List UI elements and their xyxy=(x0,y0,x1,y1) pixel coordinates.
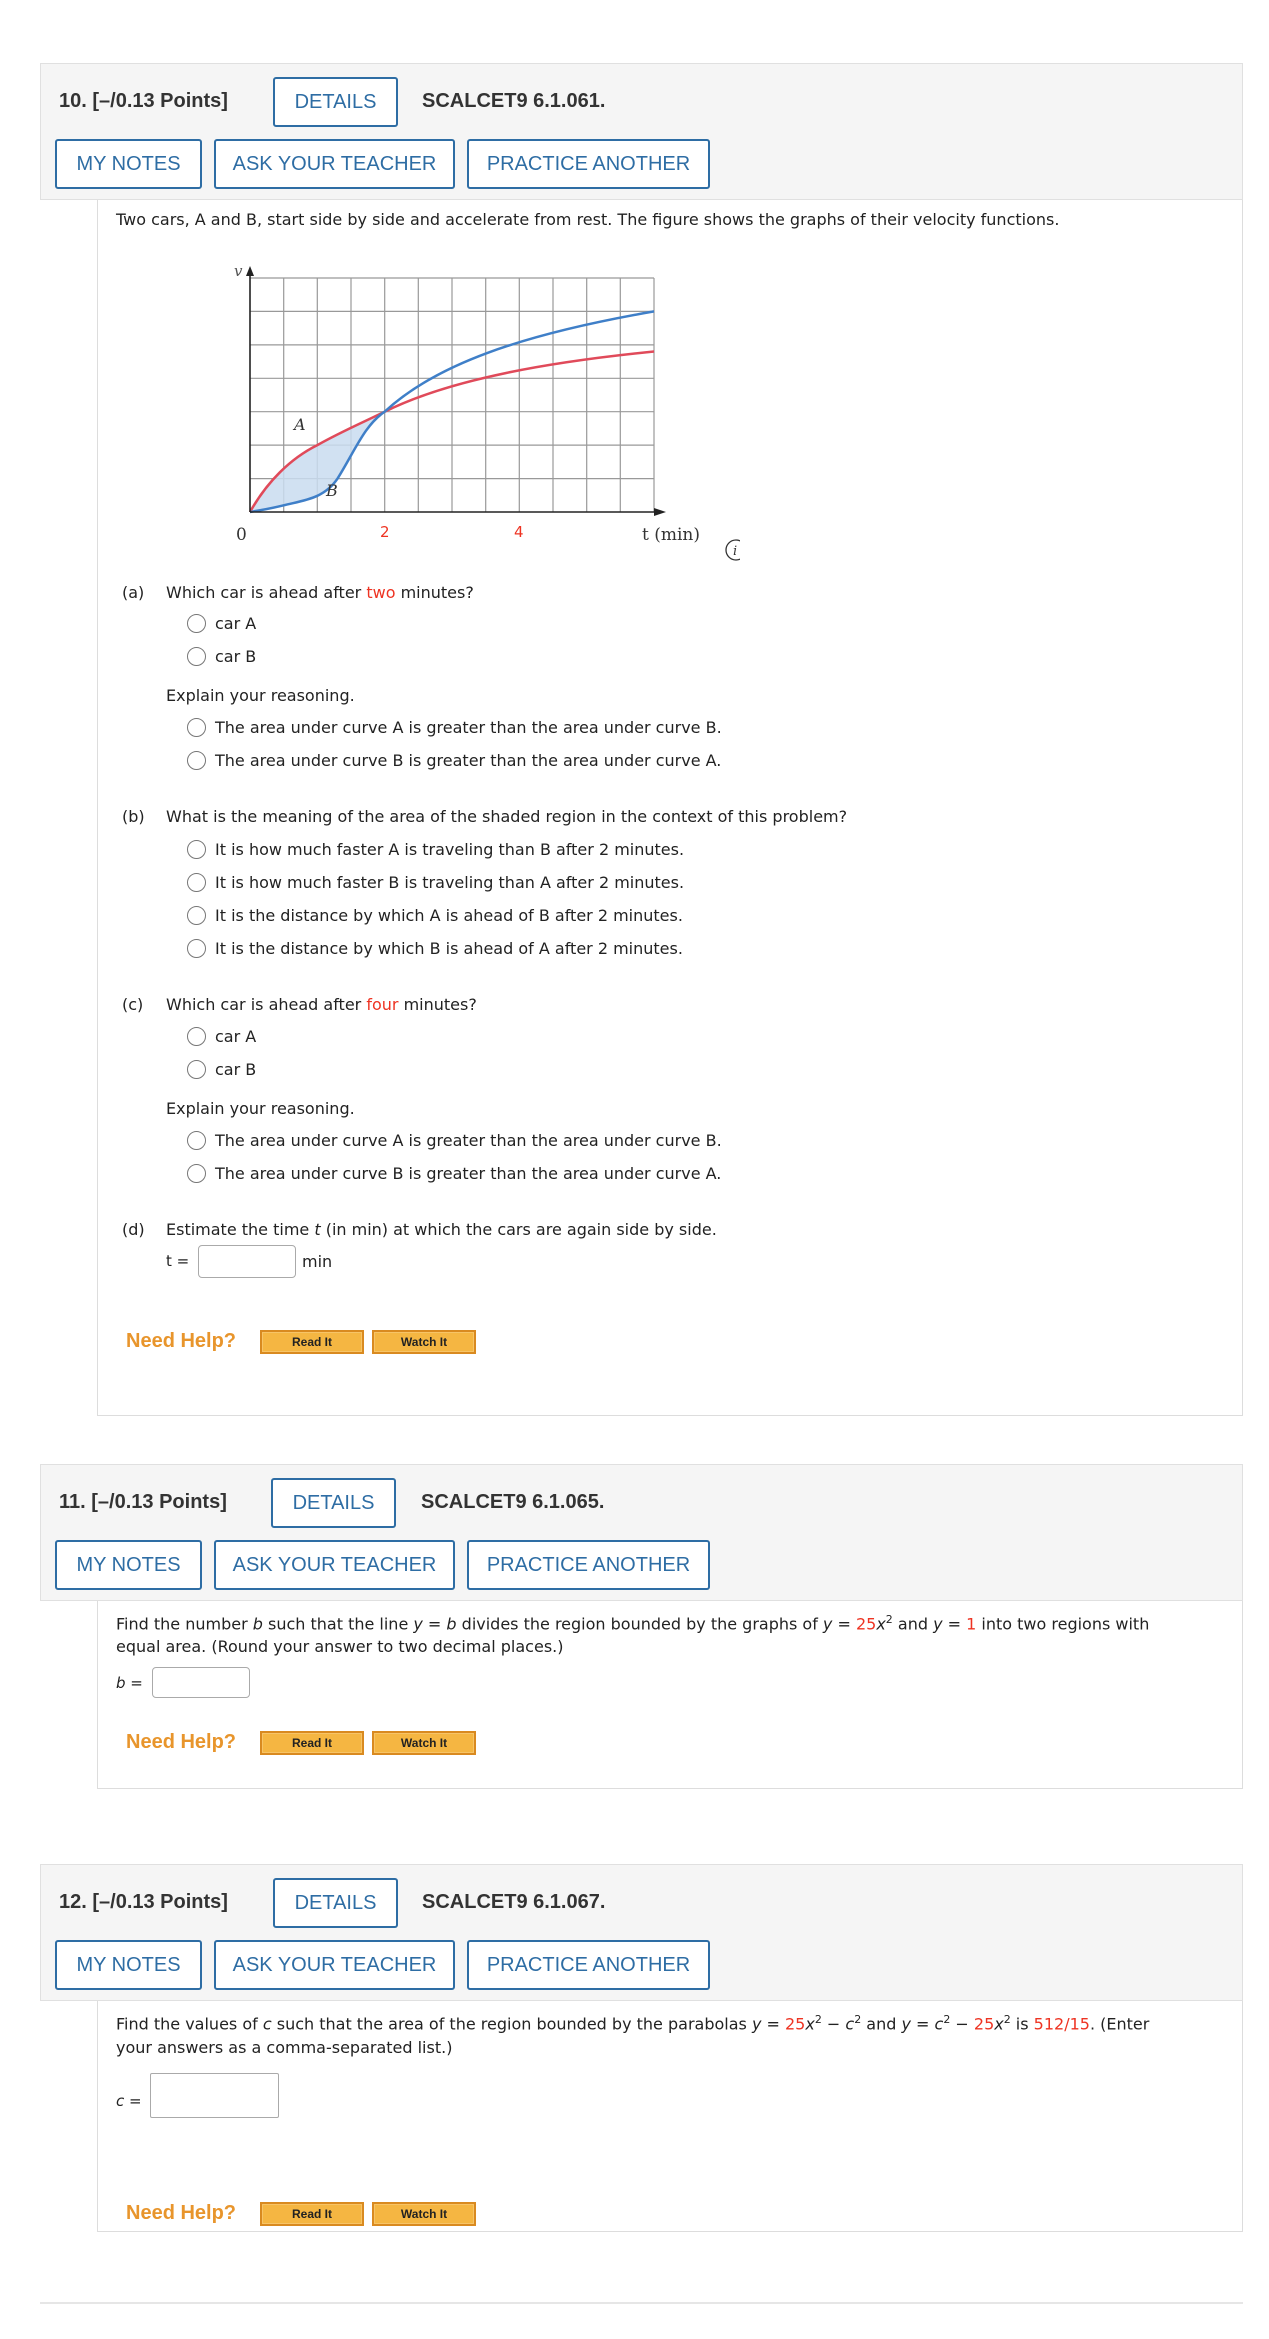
read-it-button[interactable]: Read It xyxy=(260,1731,364,1755)
option-label: car A xyxy=(215,614,257,633)
practice-another-button[interactable]: PRACTICE ANOTHER xyxy=(467,139,710,189)
c-input[interactable] xyxy=(150,2073,279,2118)
question-code: SCALCET9 6.1.067. xyxy=(422,1891,606,1913)
ask-teacher-button[interactable]: ASK YOUR TEACHER xyxy=(214,1540,455,1590)
radio-b-3[interactable] xyxy=(187,906,206,925)
option-label: The area under curve A is greater than the area under curve B. xyxy=(215,1131,722,1150)
question-title: 12. [–/0.13 Points] xyxy=(59,1891,228,1913)
unit-label: min xyxy=(302,1252,333,1271)
option-label: car A xyxy=(215,1027,257,1046)
my-notes-button[interactable]: MY NOTES xyxy=(55,1540,202,1590)
part-c-question: Which car is ahead after four minutes? xyxy=(166,995,477,1014)
option-label: It is how much faster B is traveling than A after 2 minutes. xyxy=(215,873,685,892)
radio-reason-a[interactable] xyxy=(187,718,206,737)
need-help-label: Need Help? xyxy=(126,1731,237,1753)
tick-2: 2 xyxy=(380,523,390,541)
practice-another-button[interactable]: PRACTICE ANOTHER xyxy=(467,1940,710,1990)
intro-text: Two cars, A and B, start side by side and accelerate from rest. The figure shows the graphs of their velocity functions. xyxy=(116,210,1060,229)
radio-car-b[interactable] xyxy=(187,647,206,666)
option-label: The area under curve B is greater than the area under curve A. xyxy=(215,751,722,770)
q12-header xyxy=(40,1864,1243,2001)
radio-b-2[interactable] xyxy=(187,873,206,892)
part-a-label: (a) xyxy=(122,583,145,602)
velocity-graph xyxy=(220,265,740,565)
radio-car-a[interactable] xyxy=(187,614,206,633)
details-button[interactable]: DETAILS xyxy=(273,1878,398,1928)
my-notes-button[interactable]: MY NOTES xyxy=(55,1940,202,1990)
part-d-question: Estimate the time t (in min) at which the cars are again side by side. xyxy=(166,1220,717,1239)
q11-header xyxy=(40,1464,1243,1601)
watch-it-button[interactable]: Watch It xyxy=(372,2202,476,2226)
option-label: It is the distance by which A is ahead of B after 2 minutes. xyxy=(215,906,683,925)
practice-another-button[interactable]: PRACTICE ANOTHER xyxy=(467,1540,710,1590)
radio-b-4[interactable] xyxy=(187,939,206,958)
tick-4: 4 xyxy=(514,523,524,541)
b-input-label: b = xyxy=(116,1674,143,1692)
question-code: SCALCET9 6.1.061. xyxy=(422,90,606,112)
question-text: Find the values of c such that the area of the region bounded by the parabolas $y = 25x^2 - c^2$ and $y = c^2 - 25x^2$ is 512/15. (Enter xyxy=(116,2013,1150,2034)
q10-header xyxy=(40,63,1243,200)
read-it-button[interactable]: Read It xyxy=(260,2202,364,2226)
b-input[interactable] xyxy=(152,1667,250,1698)
radio-c-reason-b[interactable] xyxy=(187,1164,206,1183)
option-label: car B xyxy=(215,1060,257,1079)
my-notes-button[interactable]: MY NOTES xyxy=(55,139,202,189)
question-title: 10. [–/0.13 Points] xyxy=(59,90,228,112)
info-icon-glyph: i xyxy=(733,544,738,559)
part-b-question: What is the meaning of the area of the shaded region in the context of this problem? xyxy=(166,807,848,826)
explain-label: Explain your reasoning. xyxy=(166,1099,355,1118)
need-help-label: Need Help? xyxy=(126,1330,237,1352)
c-input-label: c = xyxy=(116,2092,142,2110)
divider xyxy=(40,2302,1243,2304)
label-a: A xyxy=(294,415,306,434)
watch-it-button[interactable]: Watch It xyxy=(372,1330,476,1354)
radio-b-1[interactable] xyxy=(187,840,206,859)
radio-reason-b[interactable] xyxy=(187,751,206,770)
part-d-label: (d) xyxy=(122,1220,145,1239)
details-button[interactable]: DETAILS xyxy=(271,1478,396,1528)
option-label: It is how much faster A is traveling than B after 2 minutes. xyxy=(215,840,685,859)
tick-0: 0 xyxy=(236,525,247,545)
explain-label: Explain your reasoning. xyxy=(166,686,355,705)
option-label: The area under curve A is greater than the area under curve B. xyxy=(215,718,722,737)
watch-it-button[interactable]: Watch It xyxy=(372,1731,476,1755)
label-b: B xyxy=(326,481,338,500)
read-it-button[interactable]: Read It xyxy=(260,1330,364,1354)
t-input-label: t = xyxy=(166,1252,190,1270)
x-axis-label: t (min) xyxy=(642,525,701,545)
part-c-label: (c) xyxy=(122,995,144,1014)
radio-c-car-a[interactable] xyxy=(187,1027,206,1046)
ask-teacher-button[interactable]: ASK YOUR TEACHER xyxy=(214,1940,455,1990)
details-button[interactable]: DETAILS xyxy=(273,77,398,127)
need-help-label: Need Help? xyxy=(126,2202,237,2224)
question-code: SCALCET9 6.1.065. xyxy=(421,1491,605,1513)
option-label: It is the distance by which B is ahead of A after 2 minutes. xyxy=(215,939,683,958)
option-label: The area under curve B is greater than the area under curve A. xyxy=(215,1164,722,1183)
radio-c-car-b[interactable] xyxy=(187,1060,206,1079)
t-input[interactable] xyxy=(198,1245,296,1278)
part-b-label: (b) xyxy=(122,807,145,826)
ask-teacher-button[interactable]: ASK YOUR TEACHER xyxy=(214,139,455,189)
question-title: 11. [–/0.13 Points] xyxy=(59,1491,227,1513)
question-text-line2: equal area. (Round your answer to two decimal places.) xyxy=(116,1637,564,1656)
question-text: Find the number b such that the line y = b divides the region bounded by the graphs of $y = 25x^2$ and y = 1 into two regions with xyxy=(116,1613,1150,1634)
part-a-question: Which car is ahead after two minutes? xyxy=(166,583,474,602)
question-text-line2: your answers as a comma-separated list.) xyxy=(116,2038,453,2057)
radio-c-reason-a[interactable] xyxy=(187,1131,206,1150)
option-label: car B xyxy=(215,647,257,666)
v-axis-label: v xyxy=(234,265,243,280)
